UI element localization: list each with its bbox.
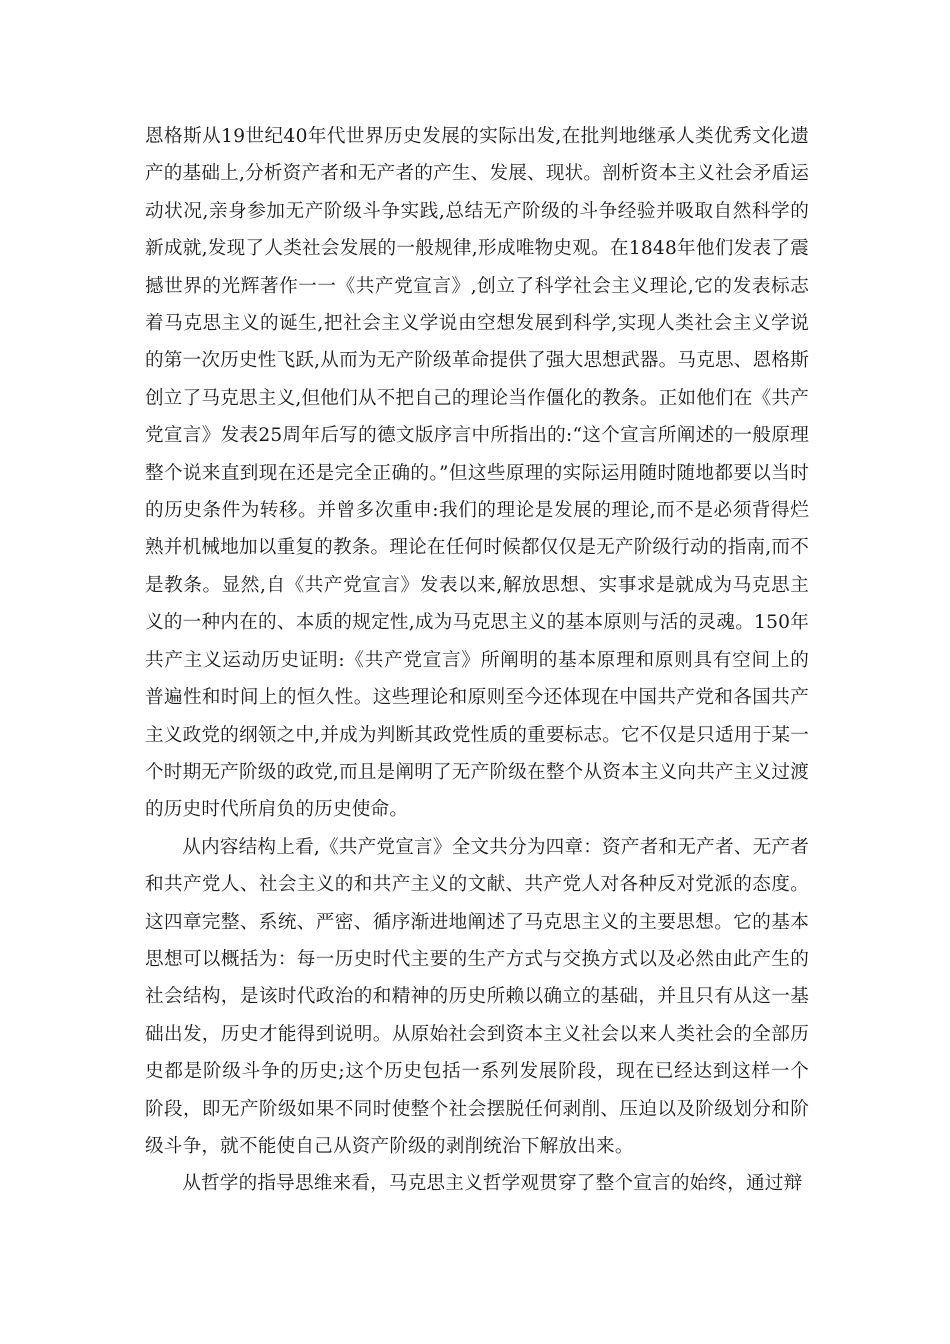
document-body xyxy=(145,118,809,1203)
paragraph-3: 从哲学的指导思维来看，马克思主义哲学观贯穿了整个宣言的始终，通过辩 xyxy=(182,1173,803,1195)
paragraph-1: 恩格斯从19世纪40年代世界历史发展的实际出发,在批判地继承人类优秀文化遗产的基础上,分析资产者和无产者的产生、发展、现状。剖析资本主义社会矛盾运动状况,亲身参加无产阶级斗争实践,总结无产阶级的斗争经验并吸取自然科学的新成就,发现了人类社会发展的一般规律,形成唯物史观。在1848年他们发表了震撼世界的光辉著作一一《共产党宣言》,创立了科学社会主义理论,它的发表标志着马克思主义的诞生,把社会主义学说由空想发展到科学,实现人类社会主义学说的第一次历史性飞跃,从而为无产阶级革命提供了强大思想武器。马克思、恩格斯创立了马克思主义,但他们从不把自己的理论当作僵化的教条。正如他们在《共产党宣言》发表25周年后写的德文版序言中所指出的:“这个宣言所阐述的一般原理整个说来直到现在还是完全正确的。”但这些原理的实际运用随时随地都要以当时的历史条件为转移。并曾多次重申:我们的理论是发展的理论,而不是必须背得烂熟并机械地加以重复的教条。理论在任何时候都仅仅是无产阶级行动的指南,而不是教条。显然,自《共产党宣言》发表以来,解放思想、实事求是就成为马克思主义的一种内在的、本质的规定性,成为马克思主义的基本原则与活的灵魂。150年共产主义运动历史证明:《共产党宣言》所阐明的基本原理和原则具有空间上的普遍性和时间上的恒久性。这些理论和原则至今还体现在中国共产党和各国共产主义政党的纲领之中,并成为判断其政党性质的重要标志。它不仅是只适用于某一个时期无产阶级的政党,而且是阐明了无产阶级在整个从资本主义向共产主义过渡的历史时代所肩负的历史使命。 xyxy=(145,126,809,821)
paragraph-2: 从内容结构上看,《共产党宣言》全文共分为四章：资产者和无产者、无产者和共产党人、社会主义的和共产主义的文献、共产党人对各种反对党派的态度。这四章完整、系统、严密、循序渐进地阐述了马克思主义的主要思想。它的基本思想可以概括为：每一历史时代主要的生产方式与交换方式以及必然由此产生的社会结构，是该时代政治的和精神的历史所赖以确立的基础，并且只有从这一基础出发，历史才能得到说明。从原始社会到资本主义社会以来人类社会的全部历史都是阶级斗争的历史;这个历史包括一系列发展阶段，现在已经达到这样一个阶段，即无产阶级如果不同时使整个社会摆脱任何剥削、压迫以及阶级划分和阶级斗争，就不能使自己从资产阶级的剥削统治下解放出来。 xyxy=(145,836,809,1157)
